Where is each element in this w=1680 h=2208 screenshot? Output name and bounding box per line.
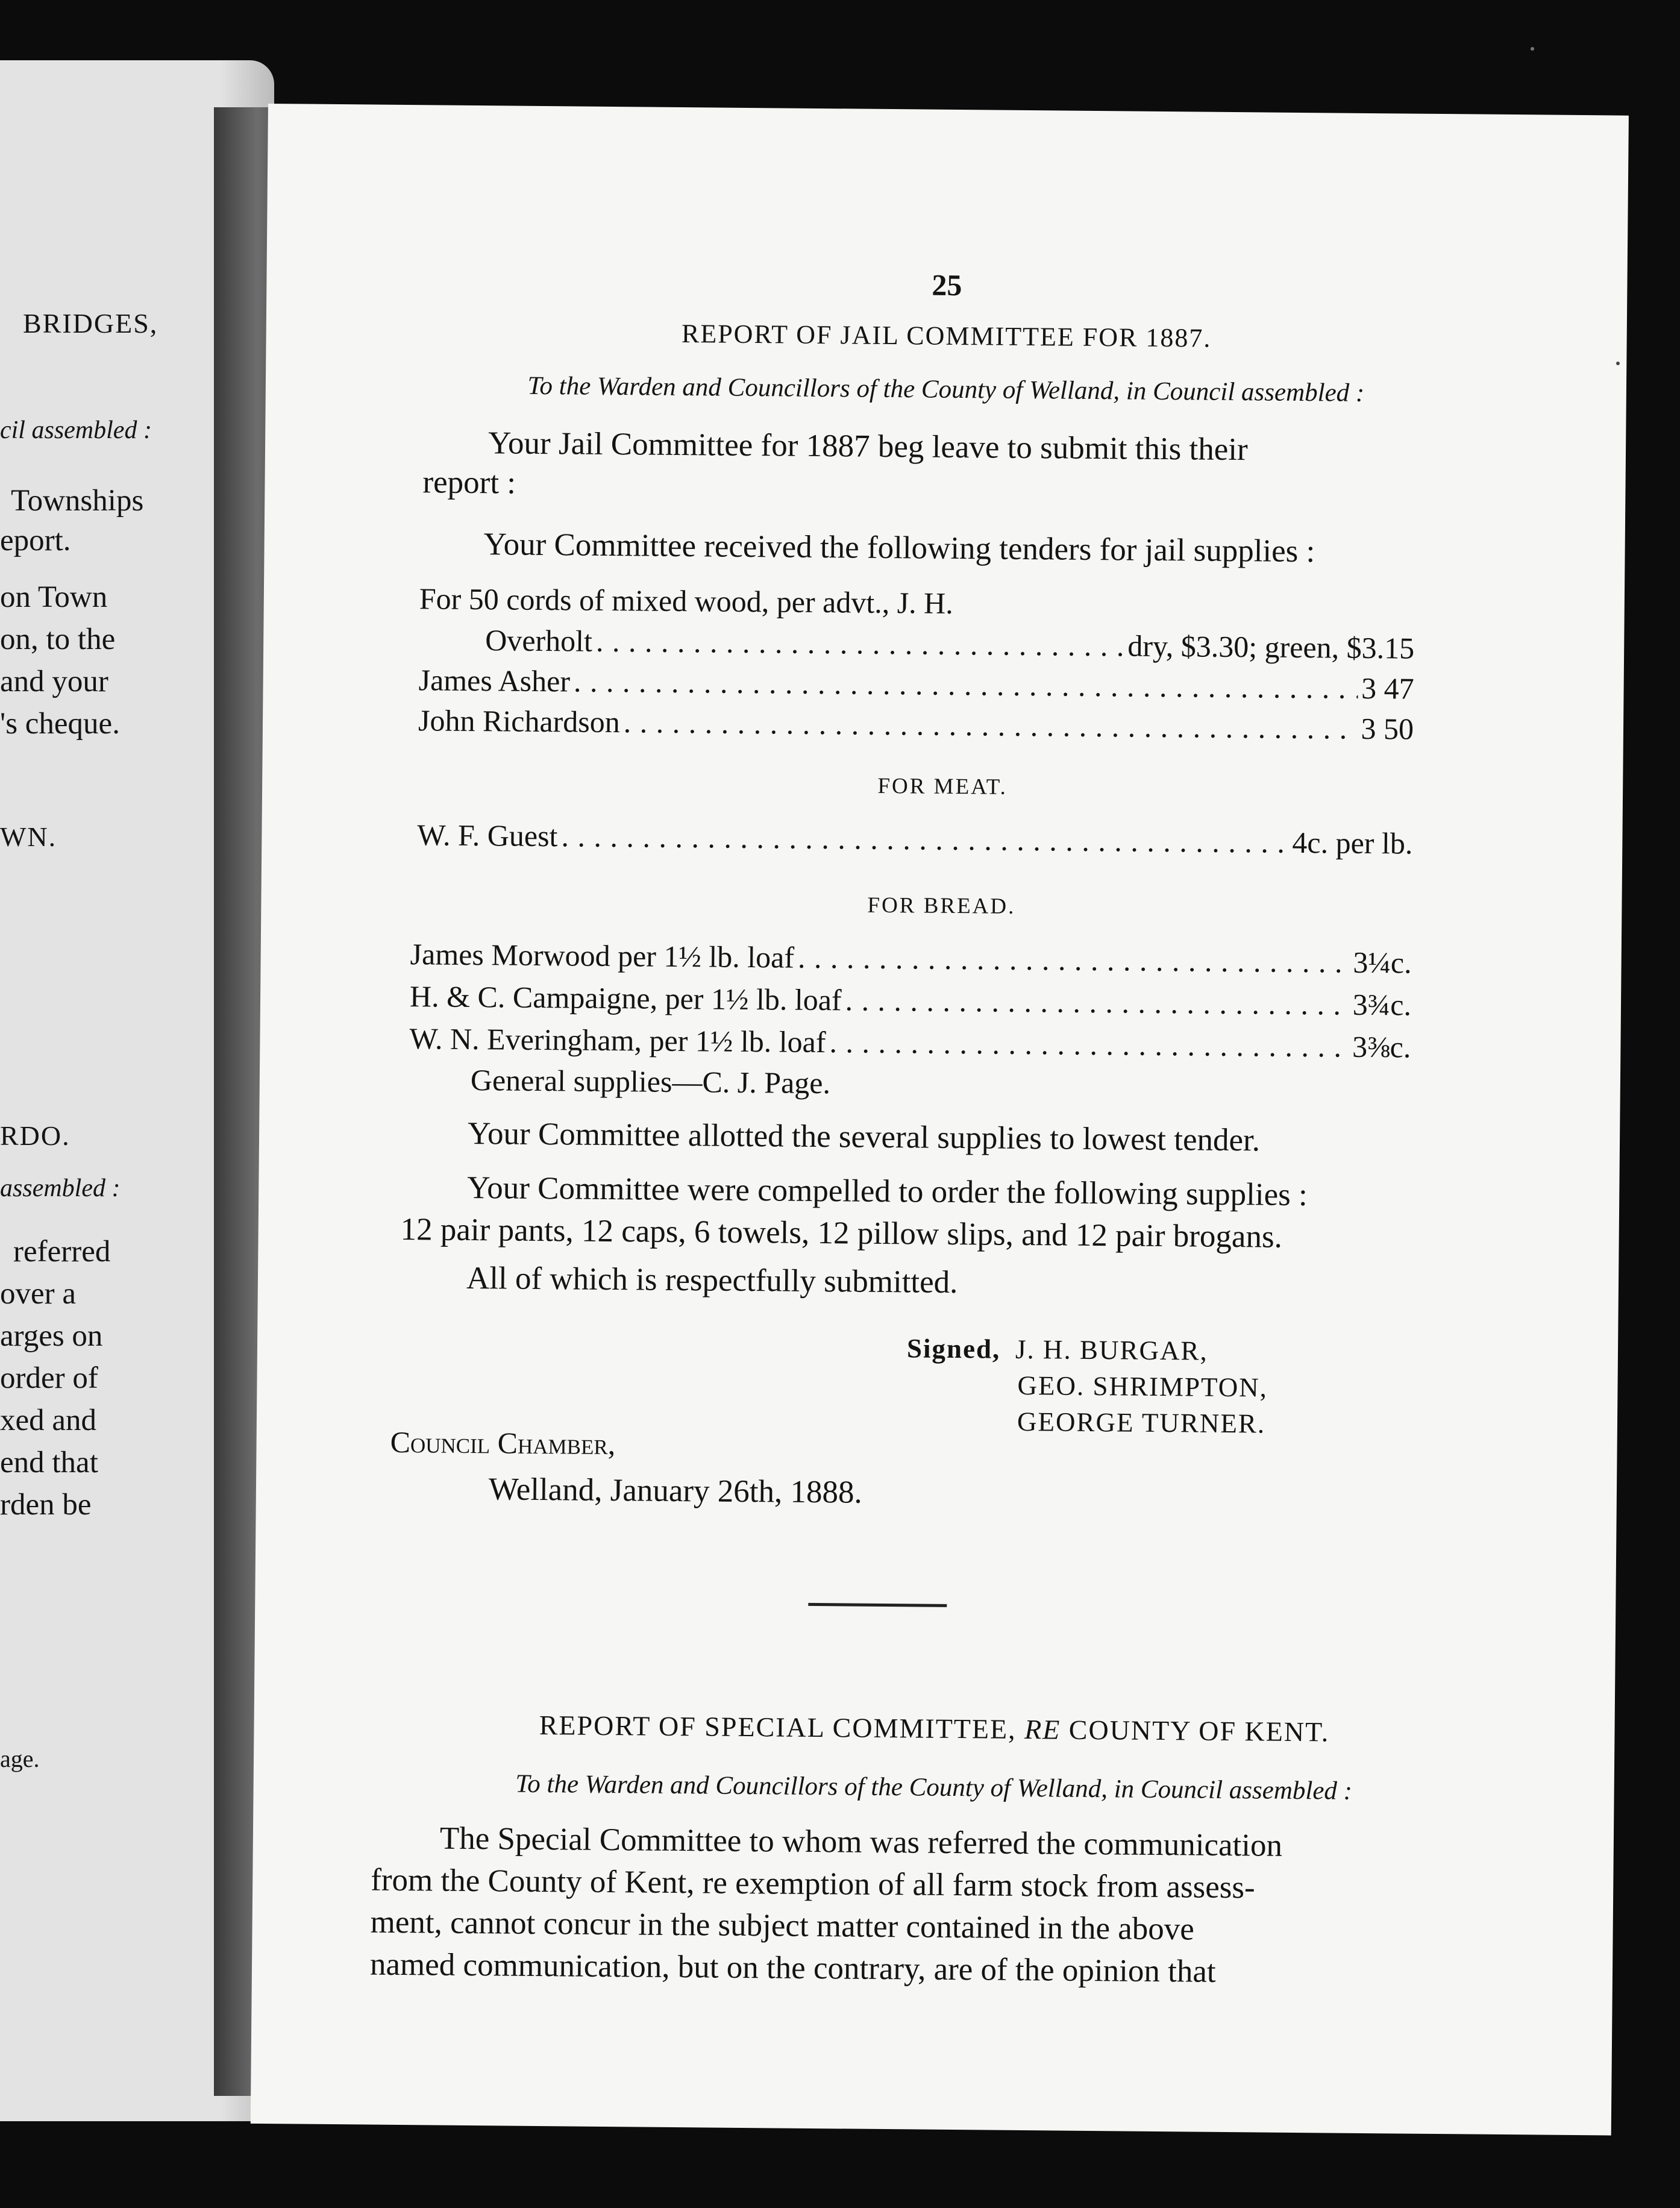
kent-body-line: The Special Committee to whom was referred the communication <box>439 1821 1283 1863</box>
left-line: WN. <box>0 821 57 852</box>
leader-dots <box>596 624 1124 663</box>
tender-price: 3⅜c. <box>1352 1029 1411 1064</box>
left-line: eport. <box>0 524 71 557</box>
left-line: over a <box>0 1277 77 1311</box>
left-line: Townships <box>11 484 144 518</box>
tender-price: 3¼c. <box>1353 945 1412 980</box>
tender-price: 4c. per lb. <box>1292 825 1413 861</box>
supplies-line: 12 pair pants, 12 caps, 6 towels, 12 pillow slips, and 12 pair brogans. <box>400 1211 1283 1255</box>
tender-name: W. F. Guest <box>417 818 558 853</box>
tender-name: James Asher <box>418 663 571 698</box>
leader-dots <box>624 704 1358 746</box>
submitted-line: All of which is respectfully submitted. <box>466 1260 958 1300</box>
leader-dots <box>829 1024 1349 1064</box>
right-page <box>251 104 1629 2136</box>
kent-body-line: named communication, but on the contrary, are of the opinion that <box>369 1946 1216 1989</box>
bread-heading: FOR BREAD. <box>867 892 1016 919</box>
wood-line: For 50 cords of mixed wood, per advt., J. H. <box>419 582 954 620</box>
intro-line: report : <box>422 465 516 501</box>
tender-price: dry, $3.30; green, $3.15 <box>1127 629 1415 665</box>
signatory: J. H. BURGAR, <box>1015 1334 1209 1366</box>
tender-name: W. N. Everingham, per 1½ lb. loaf <box>409 1021 826 1059</box>
left-line: assembled : <box>0 1175 121 1202</box>
signatory: GEORGE TURNER. <box>1017 1406 1266 1439</box>
leader-dots <box>798 940 1350 980</box>
tender-price: 3 47 <box>1361 671 1414 706</box>
kent-body-line: ment, cannot concur in the subject matter contained in the above <box>370 1904 1195 1947</box>
left-line: on Town <box>0 580 108 614</box>
left-line: referred <box>13 1235 111 1269</box>
council-chamber: Council Chamber, <box>390 1425 616 1461</box>
dust-speck <box>1531 47 1534 51</box>
jail-report-address: To the Warden and Councillors of the County of Welland, in Council assembled : <box>527 371 1365 407</box>
left-line: xed and <box>0 1404 97 1437</box>
bread-tender-row <box>410 979 1411 1023</box>
allotted-line: Your Committee allotted the several supplies to lowest tender. <box>467 1115 1261 1158</box>
intro-line: Your Jail Committee for 1887 beg leave to submit this their <box>487 425 1248 468</box>
meat-heading: FOR MEAT. <box>877 773 1008 800</box>
left-line: order of <box>0 1361 98 1395</box>
wood-tender-row <box>485 623 1414 665</box>
leader-dots <box>561 818 1288 860</box>
signed-label: Signed, <box>906 1333 1001 1364</box>
signatory: GEO. SHRIMPTON, <box>1017 1370 1268 1403</box>
left-line: RDO. <box>0 1120 71 1151</box>
kent-report-title <box>254 1707 1614 1751</box>
left-line: end that <box>0 1446 98 1479</box>
left-line: BRIDGES, <box>23 308 158 339</box>
general-supplies: General supplies—C. J. Page. <box>470 1062 831 1100</box>
dust-speck <box>1616 362 1620 365</box>
tender-price: 3 50 <box>1361 711 1414 746</box>
leader-dots <box>574 663 1358 705</box>
left-line: and your <box>0 665 108 698</box>
tender-name: John Richardson <box>418 703 621 739</box>
compelled-line: Your Committee were compelled to order the following supplies : <box>467 1170 1308 1213</box>
tender-name: Overholt <box>485 623 593 658</box>
kent-body-line: from the County of Kent, re exemption of all farm stock from assess- <box>371 1862 1255 1905</box>
left-line: arges on <box>0 1319 103 1353</box>
tender-price: 3¾c. <box>1352 987 1412 1022</box>
left-line: 's cheque. <box>0 707 120 741</box>
section-separator <box>808 1603 947 1607</box>
tender-name: H. & C. Campaigne, per 1½ lb. loaf <box>409 979 842 1017</box>
kent-report-address: To the Warden and Councillors of the County of Welland, in Council assembled : <box>515 1769 1353 1805</box>
bread-tender-row <box>410 936 1411 980</box>
jail-report-title: REPORT OF JAIL COMMITTEE FOR 1887. <box>681 319 1212 353</box>
page-number: 25 <box>932 268 962 303</box>
tender-name: James Morwood per 1½ lb. loaf <box>410 937 795 974</box>
meat-tender-row <box>417 817 1412 861</box>
leader-dots <box>845 982 1349 1021</box>
report-date: Welland, January 26th, 1888. <box>488 1472 863 1510</box>
kent-title-post: COUNTY OF KENT. <box>1068 1714 1330 1748</box>
kent-title-pre: REPORT OF SPECIAL COMMITTEE, <box>539 1710 1017 1745</box>
wood-tender-row <box>418 703 1414 746</box>
wood-tender-row <box>418 662 1414 706</box>
left-line: cil assembled : <box>0 416 152 444</box>
left-line: on, to the <box>0 623 116 656</box>
bread-tender-row <box>409 1021 1411 1065</box>
kent-title-re: RE <box>1024 1714 1061 1745</box>
left-line: age. <box>0 1745 40 1772</box>
left-line: rden be <box>0 1488 92 1522</box>
tenders-intro: Your Committee received the following tenders for jail supplies : <box>483 527 1315 569</box>
